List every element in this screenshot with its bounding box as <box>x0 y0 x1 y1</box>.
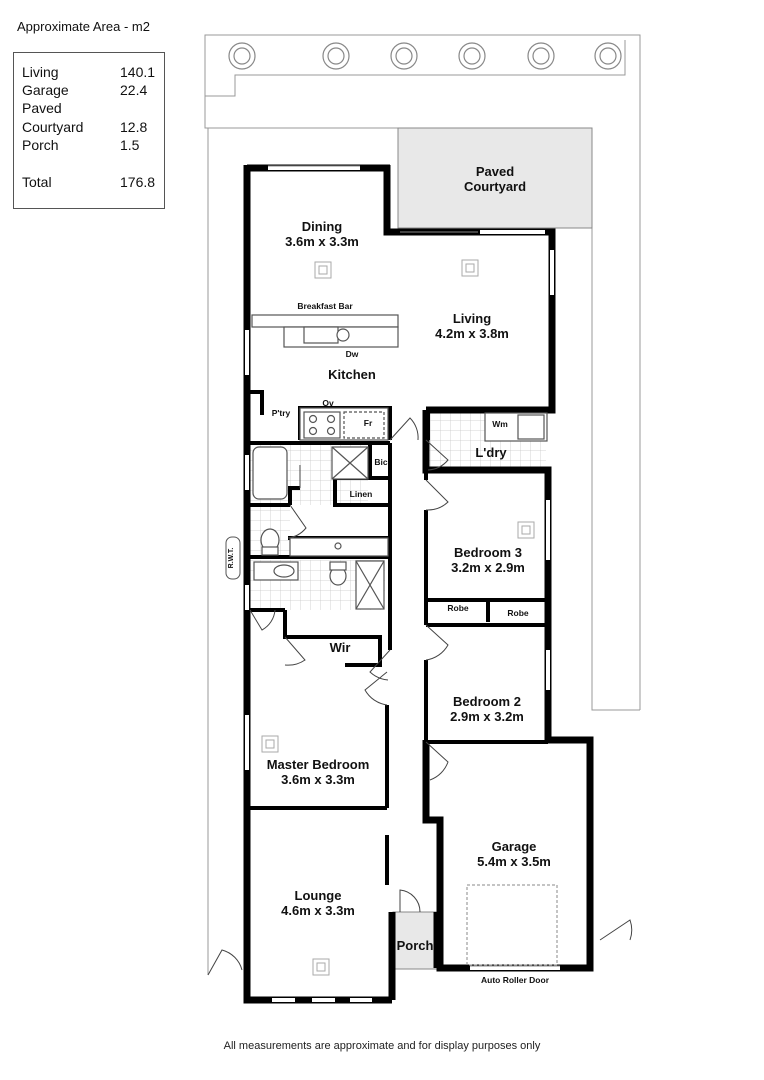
robe-label-1: Robe <box>447 603 469 613</box>
laundry-label: L'dry <box>475 445 507 460</box>
porch-label: Porch <box>396 938 434 953</box>
dining-dims: 3.6m x 3.3m <box>285 234 359 249</box>
kitchen-label: Kitchen <box>328 367 376 382</box>
breakfast-bar-label: Breakfast Bar <box>297 301 353 311</box>
rwt-label: R.W.T. <box>228 547 235 569</box>
bedroom2-dims: 2.9m x 3.2m <box>450 709 524 724</box>
bedroom3-dims: 3.2m x 2.9m <box>451 560 525 575</box>
robe-label-2: Robe <box>507 608 529 618</box>
area-row: Garage 22.4 <box>22 82 148 98</box>
ov-label: Ov <box>322 398 334 408</box>
area-row: Courtyard 12.8 <box>22 119 148 135</box>
living-label: Living <box>452 311 492 326</box>
wm-label: Wm <box>492 419 508 429</box>
master-bedroom-dims: 3.6m x 3.3m <box>281 772 355 787</box>
area-title: Approximate Area - m2 <box>17 19 150 34</box>
bic-label: Bic <box>374 457 388 467</box>
area-row-total: Total 176.8 <box>22 174 156 190</box>
living-dims: 4.2m x 3.8m <box>435 326 509 341</box>
bedroom2-label: Bedroom 2 <box>453 694 521 709</box>
wir-label: Wir <box>329 640 351 655</box>
lounge-dims: 4.6m x 3.3m <box>281 903 355 918</box>
dw-label: Dw <box>345 349 359 359</box>
dining-label: Dining <box>301 219 343 234</box>
garage-label: Garage <box>491 839 537 854</box>
area-row: Paved <box>22 100 62 116</box>
linen-label: Linen <box>349 489 373 499</box>
garage-dims: 5.4m x 3.5m <box>477 854 551 869</box>
roller-door-label: Auto Roller Door <box>481 975 549 985</box>
disclaimer: All measurements are approximate and for display purposes only <box>223 1040 541 1052</box>
fr-label: Fr <box>363 418 373 428</box>
lounge-label: Lounge <box>294 888 342 903</box>
area-row: Porch 1.5 <box>22 137 140 153</box>
courtyard-label-1: Paved <box>475 164 515 179</box>
master-bedroom-label: Master Bedroom <box>266 757 370 772</box>
courtyard-label-2: Courtyard <box>463 179 527 194</box>
bedroom3-label: Bedroom 3 <box>454 545 522 560</box>
pantry-label: P'try <box>271 408 291 418</box>
area-row: Living 140.1 <box>22 64 156 80</box>
